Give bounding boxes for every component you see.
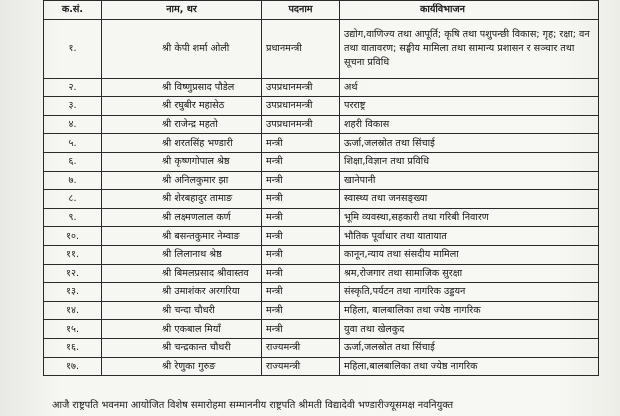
table-row	[44, 134, 599, 153]
cell-serial: ३.	[44, 97, 102, 116]
cell-serial: ११.	[44, 245, 102, 264]
table-row	[44, 190, 599, 209]
cell-serial: १३.	[44, 283, 102, 302]
cell-serial: ५.	[44, 134, 102, 153]
cell-name: श्री विष्णुप्रसाद पौडेल	[102, 78, 262, 97]
table-row	[44, 357, 599, 376]
cell-serial: ७.	[44, 171, 102, 190]
table-row	[44, 78, 599, 97]
cell-portfolio: श्रम,रोजगार तथा सामाजिक सुरक्षा	[340, 264, 599, 283]
cell-portfolio: कानून,न्याय तथा संसदीय मामिला	[340, 245, 599, 264]
cell-serial: १०.	[44, 227, 102, 246]
header-serial: क.सं.	[44, 1, 102, 20]
cell-name: श्री एकबाल मियाँ	[102, 320, 262, 339]
cell-portfolio: उद्योग,वाणिज्य तथा आपूर्ति; कृषि तथा पशुपन्छी विकास; गृह; रक्षा; वन तथा वातावरण; सङ्घीय मामिला तथा सामान्य प्रशासन र सञ्चार तथा सूचना प्रविधि	[340, 19, 599, 78]
cell-portfolio: खानेपानी	[340, 171, 599, 190]
cell-name: श्री रेणुका गुरुङ	[102, 357, 262, 376]
cell-post: प्रधानमन्त्री	[262, 19, 340, 78]
cell-serial: १.	[44, 19, 102, 78]
cell-post: मन्त्री	[262, 245, 340, 264]
cell-name: श्री चन्दा चौधरी	[102, 301, 262, 320]
cell-serial: १६.	[44, 338, 102, 357]
cell-portfolio: भूमि व्यवस्था,सहकारी तथा गरिबी निवारण	[340, 208, 599, 227]
cell-name: श्री कृष्णगोपाल श्रेष्ठ	[102, 152, 262, 171]
table-row	[44, 283, 599, 302]
cell-serial: १२.	[44, 264, 102, 283]
header-name: नाम, थर	[102, 1, 262, 20]
cell-portfolio: महिला, बालबालिका तथा ज्येष्ठ नागरिक	[340, 301, 599, 320]
cell-post: उपप्रधानमन्त्री	[262, 115, 340, 134]
cell-post: राज्यमन्त्री	[262, 357, 340, 376]
cell-name: श्री उमाशंकर अरगरिया	[102, 283, 262, 302]
table-row	[44, 245, 599, 264]
cell-serial: ६.	[44, 152, 102, 171]
cabinet-table	[43, 0, 599, 376]
cell-portfolio: ऊर्जा,जलस्रोत तथा सिंचाई	[340, 338, 599, 357]
cell-serial: १५.	[44, 320, 102, 339]
cell-portfolio: शहरी विकास	[340, 115, 599, 134]
cell-portfolio: स्वास्थ्य तथा जनसङ्ख्या	[340, 190, 599, 209]
cell-portfolio: परराष्ट्र	[340, 97, 599, 116]
cell-portfolio: शिक्षा,विज्ञान तथा प्रविधि	[340, 152, 599, 171]
table-row	[44, 171, 599, 190]
cell-post: मन्त्री	[262, 301, 340, 320]
header-post: पदनाम	[262, 1, 340, 20]
cell-post: मन्त्री	[262, 208, 340, 227]
cell-post: उपप्रधानमन्त्री	[262, 97, 340, 116]
cell-portfolio: ऊर्जा,जलस्रोत तथा सिंचाई	[340, 134, 599, 153]
cell-name: श्री शेरबहादुर तामाङ	[102, 190, 262, 209]
cell-name: श्री बिमलप्रसाद श्रीवास्तव	[102, 264, 262, 283]
footer-paragraph: आजै राष्ट्रपति भवनमा आयोजित विशेष समारोहमा सम्माननीय राष्ट्रपति श्रीमती विद्यादेवी भण्डारीज्यूसमक्ष नवनियुक्त	[52, 400, 454, 411]
table-header-row	[44, 1, 599, 20]
cell-post: मन्त्री	[262, 283, 340, 302]
header-portfolio: कार्यविभाजन	[340, 1, 599, 20]
table-row	[44, 301, 599, 320]
cell-name: श्री राजेन्द्र महतो	[102, 115, 262, 134]
cell-post: मन्त्री	[262, 227, 340, 246]
table-row	[44, 338, 599, 357]
cell-serial: ४.	[44, 115, 102, 134]
cell-portfolio: संस्कृति,पर्यटन तथा नागरिक उड्डयन	[340, 283, 599, 302]
cell-post: मन्त्री	[262, 134, 340, 153]
cell-name: श्री लिलानाथ श्रेष्ठ	[102, 245, 262, 264]
table-row	[44, 19, 599, 78]
cell-serial: १४.	[44, 301, 102, 320]
cell-post: मन्त्री	[262, 264, 340, 283]
cell-portfolio: युवा तथा खेलकुद	[340, 320, 599, 339]
table-row	[44, 227, 599, 246]
cell-post: मन्त्री	[262, 152, 340, 171]
table-row	[44, 320, 599, 339]
cell-post: राज्यमन्त्री	[262, 338, 340, 357]
cell-serial: १७.	[44, 357, 102, 376]
table-body	[44, 19, 599, 376]
table-row	[44, 264, 599, 283]
cell-portfolio: अर्थ	[340, 78, 599, 97]
cell-serial: ८.	[44, 190, 102, 209]
table-row	[44, 152, 599, 171]
cell-portfolio: महिला,बालबालिका तथा ज्येष्ठ नागरिक	[340, 357, 599, 376]
cell-name: श्री रघुबीर महासेठ	[102, 97, 262, 116]
cell-name: श्री शरतसिंह भण्डारी	[102, 134, 262, 153]
cell-name: श्री अनिलकुमार झा	[102, 171, 262, 190]
cell-name: श्री चन्द्रकान्त चौधरी	[102, 338, 262, 357]
table-row	[44, 208, 599, 227]
cell-post: उपप्रधानमन्त्री	[262, 78, 340, 97]
cell-post: मन्त्री	[262, 320, 340, 339]
table-row	[44, 115, 599, 134]
table-row	[44, 97, 599, 116]
cell-name: श्री केपी शर्मा ओली	[102, 19, 262, 78]
cell-name: श्री बसन्तकुमार नेम्वाङ	[102, 227, 262, 246]
cell-post: मन्त्री	[262, 171, 340, 190]
cell-serial: ९.	[44, 208, 102, 227]
cell-name: श्री लक्ष्मणलाल कर्ण	[102, 208, 262, 227]
cell-serial: २.	[44, 78, 102, 97]
cell-portfolio: भौतिक पूर्वाधार तथा यातायात	[340, 227, 599, 246]
cell-post: मन्त्री	[262, 190, 340, 209]
